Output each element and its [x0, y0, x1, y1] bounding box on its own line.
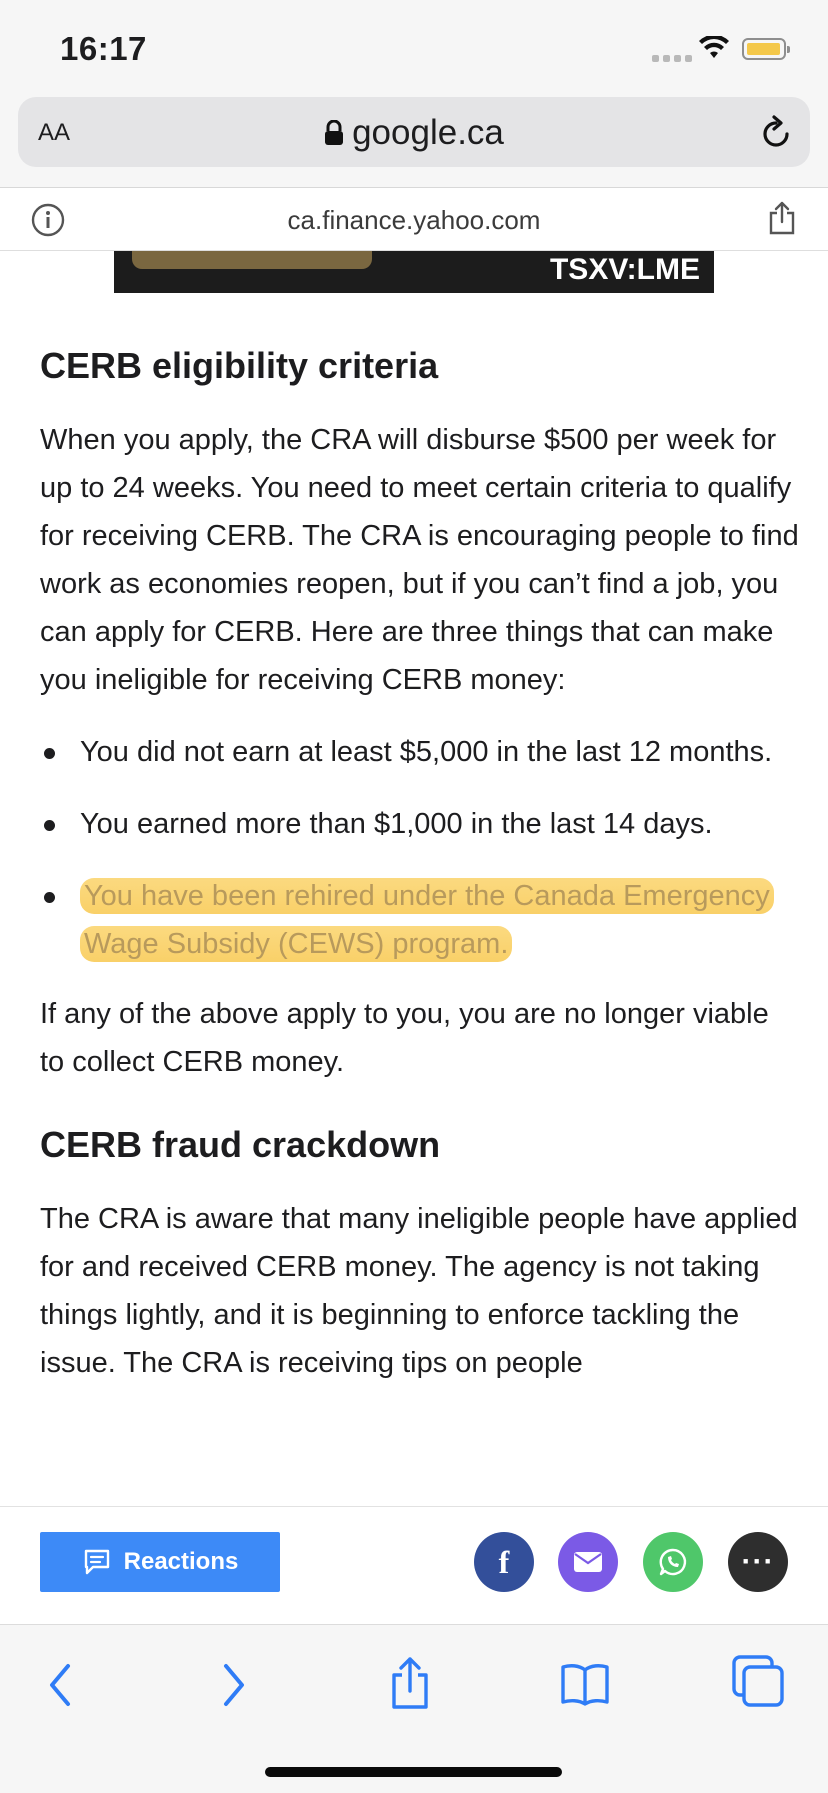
browser-address-area [0, 92, 828, 187]
home-indicator [265, 1767, 562, 1777]
status-bar [0, 0, 828, 92]
criteria-list [40, 728, 800, 968]
reactions-button[interactable] [40, 1532, 280, 1592]
ad-banner[interactable] [114, 251, 714, 293]
text-highlight: You have been rehired under the Canada Emergency Wage Subsidy (CEWS) program. [80, 878, 774, 962]
more-share-button[interactable] [728, 1532, 788, 1592]
signal-icon [652, 55, 692, 62]
page-source-domain: ca.finance.yahoo.com [287, 205, 541, 235]
text-size-button[interactable]: AA [38, 119, 71, 146]
bookmarks-icon[interactable] [560, 1662, 610, 1706]
back-icon[interactable] [44, 1660, 76, 1710]
paragraph-after-list: If any of the above apply to you, you are no longer viable to collect CERB money. [40, 998, 769, 1078]
heading-fraud: CERB fraud crackdown [40, 1124, 441, 1165]
lock-icon [324, 120, 344, 146]
address-text: google.ca [352, 113, 504, 152]
share-icon[interactable] [767, 200, 797, 236]
chat-icon [82, 1547, 112, 1577]
list-item: You earned more than $1,000 in the last 14 days. [40, 800, 800, 848]
browser-toolbar [0, 1624, 828, 1793]
ad-ticker: TSXV:LME [549, 253, 700, 286]
wifi-icon [698, 36, 730, 60]
page-source-bar [0, 187, 828, 251]
article-body [40, 345, 800, 1387]
battery-icon [742, 38, 786, 60]
list-item: You did not earn at least $5,000 in the last 12 months. [40, 728, 800, 776]
reactions-label: Reactions [123, 1548, 239, 1575]
paragraph-fraud: The CRA is aware that many ineligible people have applied for and received CERB money. The agency is not taking things lightly, and it is beginning to enforce tackling the issue. The CRA is receiving tips on people [40, 1203, 798, 1379]
tabs-icon[interactable] [732, 1655, 786, 1709]
facebook-icon: f [498, 1543, 510, 1580]
address-domain[interactable] [18, 113, 810, 153]
list-item-highlighted [40, 872, 800, 968]
status-time: 16:17 [60, 30, 147, 67]
address-bar[interactable] [18, 97, 810, 167]
forward-icon[interactable] [218, 1660, 250, 1710]
more-icon: ··· [741, 1545, 775, 1578]
whatsapp-icon [657, 1546, 689, 1578]
share-bar [0, 1506, 828, 1625]
facebook-share-button[interactable] [474, 1532, 534, 1592]
email-share-button[interactable] [558, 1532, 618, 1592]
whatsapp-share-button[interactable] [643, 1532, 703, 1592]
mail-icon [574, 1552, 602, 1572]
share-icon[interactable] [388, 1655, 432, 1711]
heading-eligibility: CERB eligibility criteria [40, 345, 439, 386]
reload-icon[interactable] [760, 115, 792, 149]
paragraph-intro: When you apply, the CRA will disburse $500 per week for up to 24 weeks. You need to meet certain criteria to qualify for receiving CERB. The CRA is encouraging people to find work as economies reopen, but if you can’t find a job, you can apply for CERB. Here are three things that can make you ineligible for receiving CERB money: [40, 424, 799, 696]
